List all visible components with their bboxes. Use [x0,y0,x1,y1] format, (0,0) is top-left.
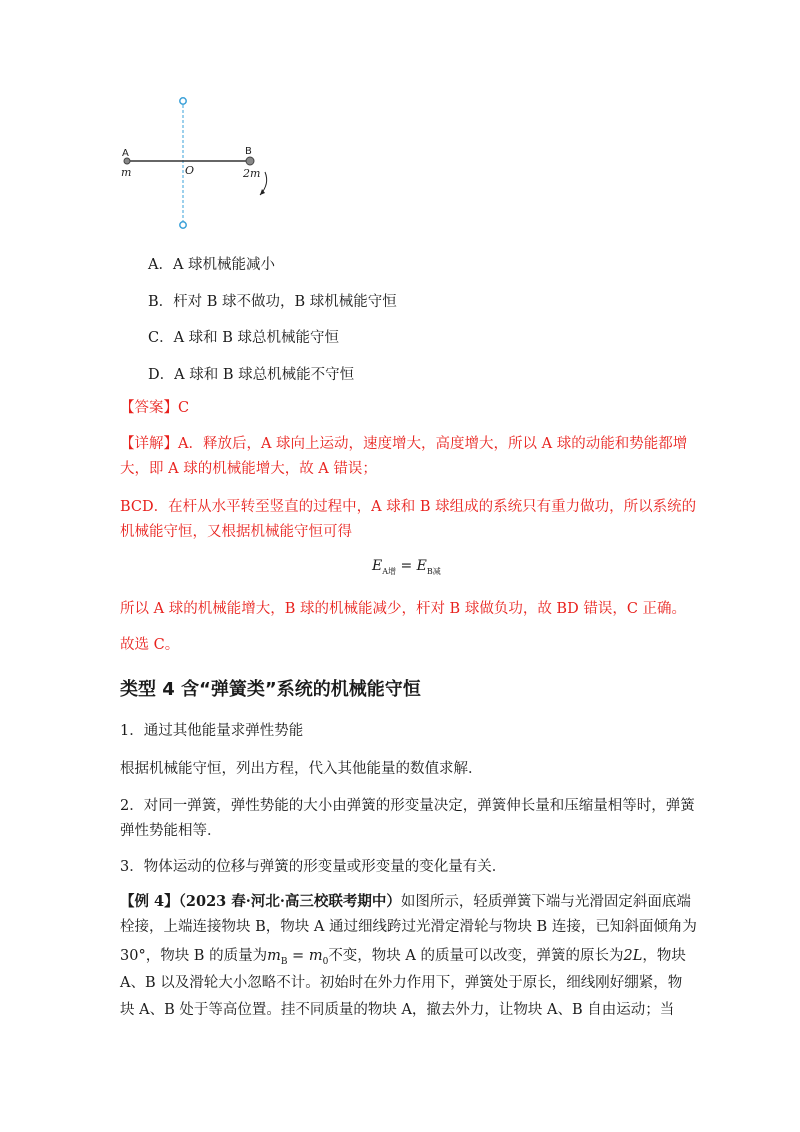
detail-line-2: 大，即 A 球的机械能增大，故 A 错误； [120,461,377,477]
example-line-5: 块 A、B 处于等高位置。挂不同质量的物块 A，撤去外力，让物块 A、B 自由运动；当 [120,1002,675,1018]
example-m0-sub: 0 [322,956,329,967]
example-source: （2023 春·河北·高三校联考期中） [178,893,401,910]
detail-line-4: 机械能守恒，又根据机械能守恒可得 [120,524,352,540]
example-l3-b: 不变，物块 A 的质量可以改变，弹簧的原长为 [328,948,624,964]
option-b: B．杆对 B 球不做功，B 球机械能守恒 [148,294,397,310]
example-l3-eq: = [287,948,309,964]
energy-equation [372,558,441,577]
example-line-1 [120,890,691,914]
section-item-2-line-1: 2．对同一弹簧，弹性势能的大小由弹簧的形变量决定，弹簧伸长量和压缩量相等时，弹簧 [120,798,695,814]
label-o: O [185,164,195,177]
eq-lhs-sub: A增 [382,566,397,576]
detail-line-5: 所以 A 球的机械能增大，B 球的机械能减少，杆对 B 球做负功，故 BD 错误，C 正确。 [120,601,687,617]
section-item-1: 1．通过其他能量求弹性势能 [120,723,304,739]
example-m-b-sub: B [280,956,288,967]
example-line-3 [120,944,686,974]
option-d: D．A 球和 B 球总机械能不守恒 [148,367,355,383]
example-line-2: 栓接，上端连接物块 B，物块 A 通过细线跨过光滑定滑轮与物块 B 连接，已知斜面倾角为 [120,919,697,935]
option-c: C．A 球和 B 球总机械能守恒 [148,330,340,346]
section-item-3: 3．物体运动的位移与弹簧的形变量或形变量的变化量有关． [120,859,507,875]
example-tag: 【例 4】 [120,893,179,910]
section-item-1-text: 根据机械能守恒，列出方程，代入其他能量的数值求解． [120,761,483,777]
mass-b: 2m [243,167,261,180]
example-m0: m [308,948,323,964]
eq-rhs: E [416,558,427,574]
example-2l: 2L [623,948,643,964]
example-l3-c: ，物块 [642,948,686,964]
section-heading: 类型 4 含“弹簧类”系统的机械能守恒 [120,679,421,700]
ball-b [246,157,254,165]
label-b: B [245,146,252,157]
detail-line-6: 故选 C。 [120,637,180,653]
mass-a: m [121,166,132,179]
answer-line: 【答案】C [120,400,190,416]
example-m-b: m [267,948,281,964]
rod-rotation-figure [110,92,290,237]
eq-lhs: E [372,558,383,574]
detail-line-1: 【详解】A．释放后，A 球向上运动，速度增大，高度增大，所以 A 球的动能和势能都增 [120,436,688,452]
example-line-1-rest: 如图所示，轻质弹簧下端与光滑固定斜面底端 [400,894,691,910]
bottom-pivot-marker [180,222,186,228]
example-l3-a: 30°，物块 B 的质量为 [120,948,268,964]
detail-line-3: BCD．在杆从水平转至竖直的过程中，A 球和 B 球组成的系统只有重力做功，所以系统的 [120,499,697,515]
section-item-2-line-2: 弹性势能相等． [120,823,222,839]
label-a: A [122,148,129,159]
option-a: A．A 球机械能减小 [148,257,276,273]
example-line-4: A、B 以及滑轮大小忽略不计。初始时在外力作用下，弹簧处于原长，细线刚好绷紧，物 [120,975,683,991]
eq-rhs-sub: B减 [426,566,441,576]
top-pivot-marker [180,98,186,104]
eq-equals: = [396,558,417,574]
